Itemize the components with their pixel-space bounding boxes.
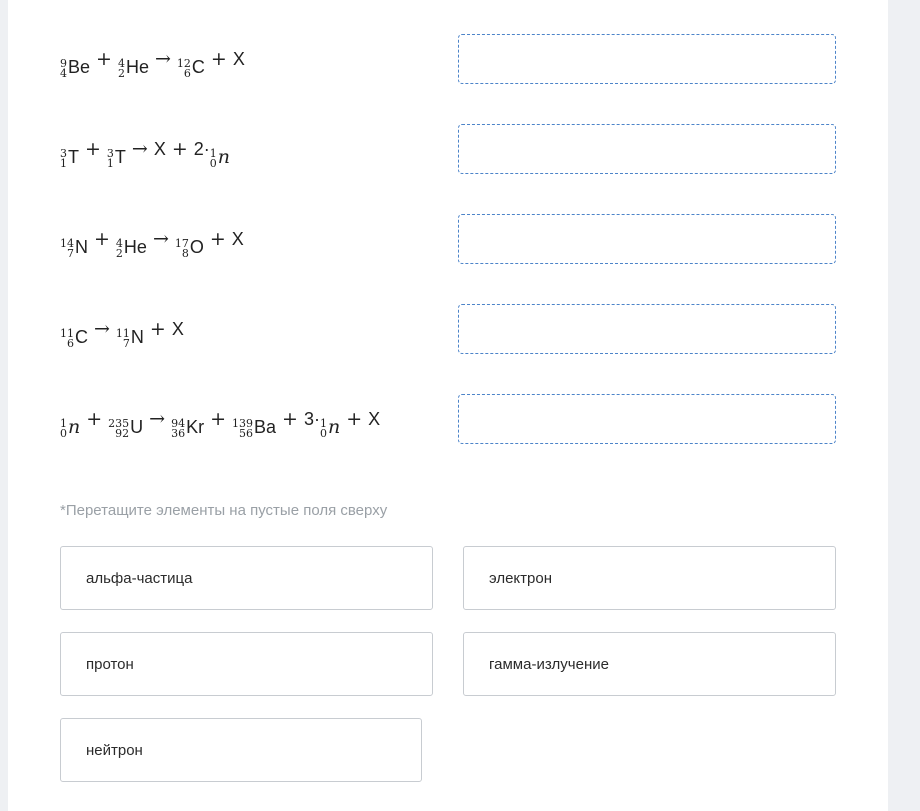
charge-number: 0 bbox=[319, 427, 327, 440]
nuclide bbox=[60, 234, 88, 260]
equation bbox=[60, 226, 244, 260]
nuclide-numbers bbox=[60, 149, 67, 169]
drag-option-neutron[interactable]: нейтрон bbox=[60, 718, 422, 782]
nuclide-numbers bbox=[175, 239, 189, 259]
operator: → bbox=[152, 228, 169, 250]
operator: → bbox=[149, 408, 166, 430]
nuclide-numbers bbox=[60, 419, 67, 439]
equation bbox=[60, 316, 184, 350]
element-symbol: n bbox=[217, 146, 231, 168]
equation-row bbox=[8, 394, 888, 444]
operator: + bbox=[282, 408, 298, 430]
nuclide bbox=[60, 54, 90, 80]
charge-number: 7 bbox=[122, 337, 130, 350]
nuclide-numbers bbox=[177, 59, 191, 79]
nuclide-numbers bbox=[60, 59, 67, 79]
nuclide bbox=[60, 144, 79, 170]
equation-term: X bbox=[232, 49, 245, 69]
charge-number: 0 bbox=[60, 427, 67, 440]
equation-row bbox=[8, 124, 888, 174]
drag-option-proton[interactable]: протон bbox=[60, 632, 433, 696]
drop-zone[interactable] bbox=[458, 394, 836, 444]
mass-number: 3 bbox=[106, 147, 114, 160]
mass-number: 1 bbox=[60, 417, 67, 430]
element-symbol: O bbox=[189, 237, 204, 257]
mass-number: 9 bbox=[60, 57, 67, 70]
nuclide bbox=[177, 54, 205, 80]
equation-term: X bbox=[231, 229, 244, 249]
drop-zone[interactable] bbox=[458, 124, 836, 174]
nuclide-numbers bbox=[171, 419, 185, 439]
nuclide bbox=[175, 234, 204, 260]
mass-number: 11 bbox=[60, 327, 74, 340]
nuclide-numbers bbox=[118, 59, 125, 79]
equation-row bbox=[8, 304, 888, 354]
charge-number: 8 bbox=[181, 247, 189, 260]
operator: + bbox=[86, 408, 103, 430]
operator: + bbox=[171, 138, 188, 160]
element-symbol: n bbox=[68, 416, 81, 438]
nuclide-numbers bbox=[232, 419, 253, 439]
element-symbol: He bbox=[125, 57, 149, 77]
task-card bbox=[8, 0, 888, 811]
mass-number: 94 bbox=[171, 417, 186, 430]
nuclide-numbers bbox=[108, 419, 129, 439]
operator: + bbox=[210, 408, 227, 430]
charge-number: 92 bbox=[115, 427, 130, 440]
equation bbox=[60, 406, 380, 440]
equation-term: 3· bbox=[303, 409, 320, 429]
equation bbox=[60, 136, 230, 170]
mass-number: 139 bbox=[232, 417, 254, 430]
charge-number: 7 bbox=[67, 247, 74, 260]
nuclide-numbers bbox=[210, 149, 217, 169]
mass-number: 3 bbox=[60, 147, 67, 160]
nuclide-numbers bbox=[116, 329, 130, 349]
mass-number: 235 bbox=[108, 417, 130, 430]
charge-number: 36 bbox=[171, 427, 186, 440]
nuclide bbox=[116, 324, 144, 350]
operator: + bbox=[209, 228, 226, 250]
element-symbol: N bbox=[130, 327, 144, 347]
charge-number: 2 bbox=[115, 247, 123, 260]
drop-zone[interactable] bbox=[458, 214, 836, 264]
charge-number: 56 bbox=[239, 427, 254, 440]
equation bbox=[60, 46, 245, 80]
nuclide bbox=[116, 234, 147, 260]
mass-number: 4 bbox=[115, 237, 123, 250]
drop-zone[interactable] bbox=[458, 304, 836, 354]
nuclide-numbers bbox=[116, 239, 123, 259]
drag-option-alpha[interactable]: альфа-частица bbox=[60, 546, 433, 610]
element-symbol: Ba bbox=[254, 417, 277, 437]
mass-number: 17 bbox=[174, 237, 189, 250]
element-symbol: T bbox=[114, 147, 126, 167]
charge-number: 1 bbox=[106, 157, 114, 170]
equation-row bbox=[8, 214, 888, 264]
mass-number: 1 bbox=[319, 417, 327, 430]
operator: → bbox=[94, 318, 110, 340]
element-symbol: U bbox=[130, 417, 144, 437]
nuclide-numbers bbox=[320, 419, 327, 439]
nuclide bbox=[108, 414, 143, 440]
charge-number: 1 bbox=[60, 157, 67, 170]
element-symbol: C bbox=[191, 57, 205, 77]
element-symbol: He bbox=[123, 237, 147, 257]
charge-number: 6 bbox=[183, 67, 191, 80]
drop-zone[interactable] bbox=[458, 34, 836, 84]
instruction-text: *Перетащите элементы на пустые поля сверху bbox=[60, 502, 388, 519]
operator: + bbox=[149, 318, 166, 340]
operator: + bbox=[346, 408, 363, 430]
mass-number: 4 bbox=[117, 57, 125, 70]
operator: + bbox=[85, 138, 101, 160]
charge-number: 2 bbox=[117, 67, 125, 80]
mass-number: 12 bbox=[176, 57, 191, 70]
mass-number: 14 bbox=[60, 237, 74, 250]
mass-number: 1 bbox=[209, 147, 217, 160]
nuclide bbox=[107, 144, 126, 170]
nuclide bbox=[60, 324, 88, 350]
nuclide bbox=[118, 54, 149, 80]
charge-number: 6 bbox=[67, 337, 74, 350]
mass-number: 11 bbox=[115, 327, 130, 340]
element-symbol: Be bbox=[68, 57, 91, 77]
operator: → bbox=[154, 48, 171, 70]
operator: + bbox=[96, 48, 112, 70]
equation-term: X bbox=[368, 409, 381, 429]
charge-number: 0 bbox=[209, 157, 217, 170]
equation-term: X bbox=[171, 319, 184, 339]
element-symbol: C bbox=[75, 327, 88, 347]
nuclide bbox=[210, 144, 230, 170]
drag-option-gamma[interactable]: гамма-излучение bbox=[463, 632, 836, 696]
nuclide bbox=[60, 414, 80, 440]
page-background bbox=[0, 0, 8, 811]
drag-option-electron[interactable]: электрон bbox=[463, 546, 836, 610]
operator: → bbox=[131, 138, 148, 160]
nuclide bbox=[320, 414, 340, 440]
operator: + bbox=[210, 48, 227, 70]
operator: + bbox=[94, 228, 110, 250]
equation-row bbox=[8, 34, 888, 84]
element-symbol: Kr bbox=[186, 417, 205, 437]
nuclide-numbers bbox=[60, 239, 74, 259]
nuclide-numbers bbox=[60, 329, 74, 349]
element-symbol: n bbox=[327, 416, 341, 438]
equation-term: 2· bbox=[193, 139, 210, 159]
element-symbol: N bbox=[75, 237, 88, 257]
charge-number: 4 bbox=[60, 67, 67, 80]
nuclide bbox=[232, 414, 276, 440]
equation-term: X bbox=[153, 139, 166, 159]
nuclide bbox=[171, 414, 204, 440]
element-symbol: T bbox=[68, 147, 79, 167]
nuclide-numbers bbox=[107, 149, 114, 169]
